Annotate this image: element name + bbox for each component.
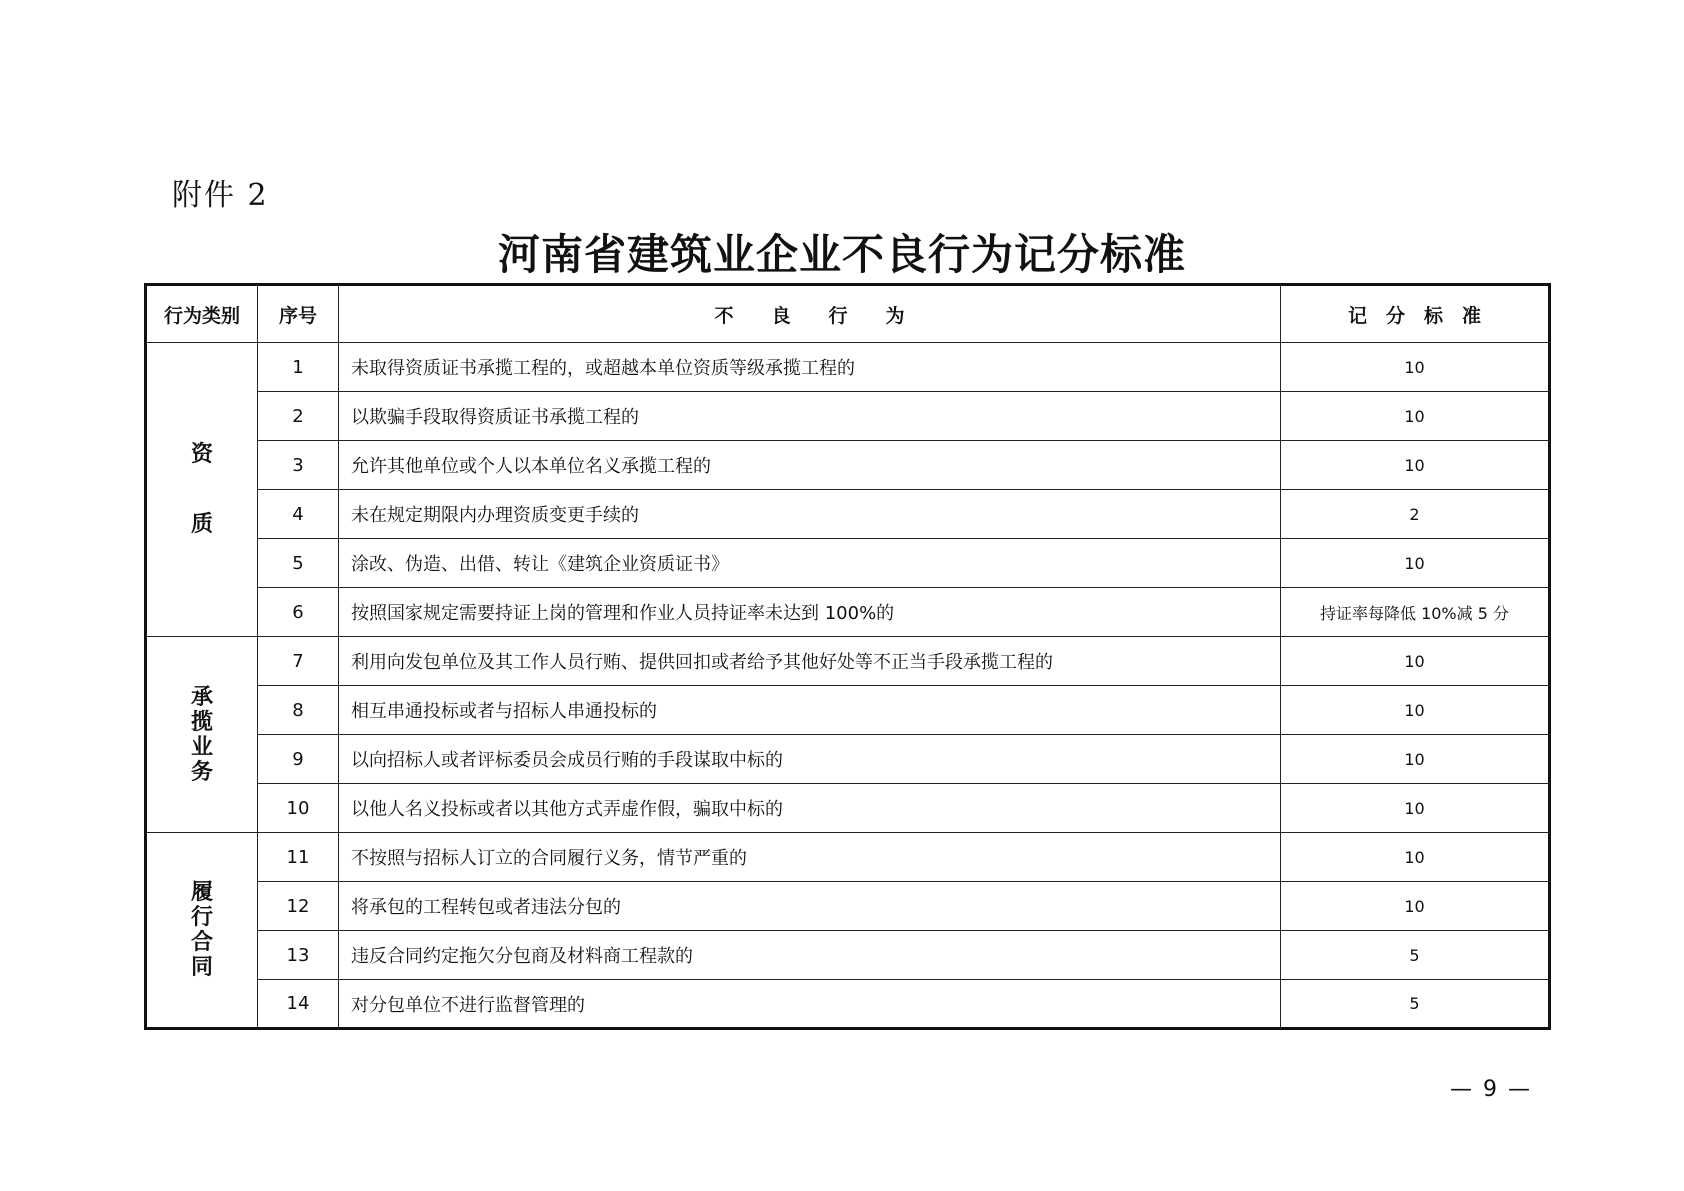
row-score: 持证率每降低 10%减 5 分	[1281, 588, 1550, 637]
row-number: 8	[258, 686, 339, 735]
row-score: 10	[1281, 392, 1550, 441]
row-number: 10	[258, 784, 339, 833]
header-index: 序号	[258, 285, 339, 343]
row-score: 10	[1281, 539, 1550, 588]
header-behavior: 不 良 行 为	[339, 285, 1281, 343]
table-row	[146, 980, 1550, 1029]
row-score: 10	[1281, 833, 1550, 882]
table-row	[146, 735, 1550, 784]
row-score: 10	[1281, 735, 1550, 784]
attachment-label: 附件 2	[172, 178, 269, 213]
table-header-row	[146, 285, 1550, 343]
table-row	[146, 637, 1550, 686]
row-number: 7	[258, 637, 339, 686]
row-behavior: 按照国家规定需要持证上岗的管理和作业人员持证率未达到 100%的	[339, 588, 1281, 637]
category-bidding-label: 承 揽 业 务	[190, 684, 213, 785]
table-row	[146, 392, 1550, 441]
scoring-table	[144, 283, 1551, 1030]
row-score: 10	[1281, 686, 1550, 735]
row-behavior: 以他人名义投标或者以其他方式弄虚作假，骗取中标的	[339, 784, 1281, 833]
table-row	[146, 686, 1550, 735]
category-bidding	[146, 637, 258, 833]
row-number: 5	[258, 539, 339, 588]
row-behavior: 涂改、伪造、出借、转让《建筑企业资质证书》	[339, 539, 1281, 588]
row-number: 6	[258, 588, 339, 637]
row-score: 5	[1281, 931, 1550, 980]
header-score: 记 分 标 准	[1281, 285, 1550, 343]
row-number: 13	[258, 931, 339, 980]
row-number: 12	[258, 882, 339, 931]
row-number: 4	[258, 490, 339, 539]
row-score: 5	[1281, 980, 1550, 1029]
category-contract	[146, 833, 258, 1029]
row-behavior: 不按照与招标人订立的合同履行义务，情节严重的	[339, 833, 1281, 882]
table-row	[146, 490, 1550, 539]
row-behavior: 以向招标人或者评标委员会成员行贿的手段谋取中标的	[339, 735, 1281, 784]
row-number: 3	[258, 441, 339, 490]
row-behavior: 利用向发包单位及其工作人员行贿、提供回扣或者给予其他好处等不正当手段承揽工程的	[339, 637, 1281, 686]
row-behavior: 违反合同约定拖欠分包商及材料商工程款的	[339, 931, 1281, 980]
table-row	[146, 539, 1550, 588]
row-score: 10	[1281, 637, 1550, 686]
table-row	[146, 588, 1550, 637]
row-score: 10	[1281, 784, 1550, 833]
row-behavior: 允许其他单位或个人以本单位名义承揽工程的	[339, 441, 1281, 490]
row-behavior: 对分包单位不进行监督管理的	[339, 980, 1281, 1029]
row-behavior: 未取得资质证书承揽工程的，或超越本单位资质等级承揽工程的	[339, 343, 1281, 392]
row-behavior: 相互串通投标或者与招标人串通投标的	[339, 686, 1281, 735]
table-row	[146, 343, 1550, 392]
category-qualification-label: 资 质	[190, 441, 213, 537]
row-behavior: 以欺骗手段取得资质证书承揽工程的	[339, 392, 1281, 441]
header-category: 行为类别	[146, 285, 258, 343]
row-score: 10	[1281, 343, 1550, 392]
row-score: 10	[1281, 441, 1550, 490]
row-number: 14	[258, 980, 339, 1029]
row-score: 10	[1281, 882, 1550, 931]
row-behavior: 将承包的工程转包或者违法分包的	[339, 882, 1281, 931]
row-number: 2	[258, 392, 339, 441]
table-row	[146, 441, 1550, 490]
document-title: 河南省建筑业企业不良行为记分标准	[497, 230, 1186, 279]
category-contract-label: 履 行 合 同	[190, 880, 213, 980]
row-number: 9	[258, 735, 339, 784]
table-row	[146, 882, 1550, 931]
row-number: 11	[258, 833, 339, 882]
row-score: 2	[1281, 490, 1550, 539]
table-row	[146, 931, 1550, 980]
row-number: 1	[258, 343, 339, 392]
row-behavior: 未在规定期限内办理资质变更手续的	[339, 490, 1281, 539]
page-number: — 9 —	[1450, 1077, 1532, 1102]
table-row	[146, 833, 1550, 882]
table-row	[146, 784, 1550, 833]
category-qualification	[146, 343, 258, 637]
